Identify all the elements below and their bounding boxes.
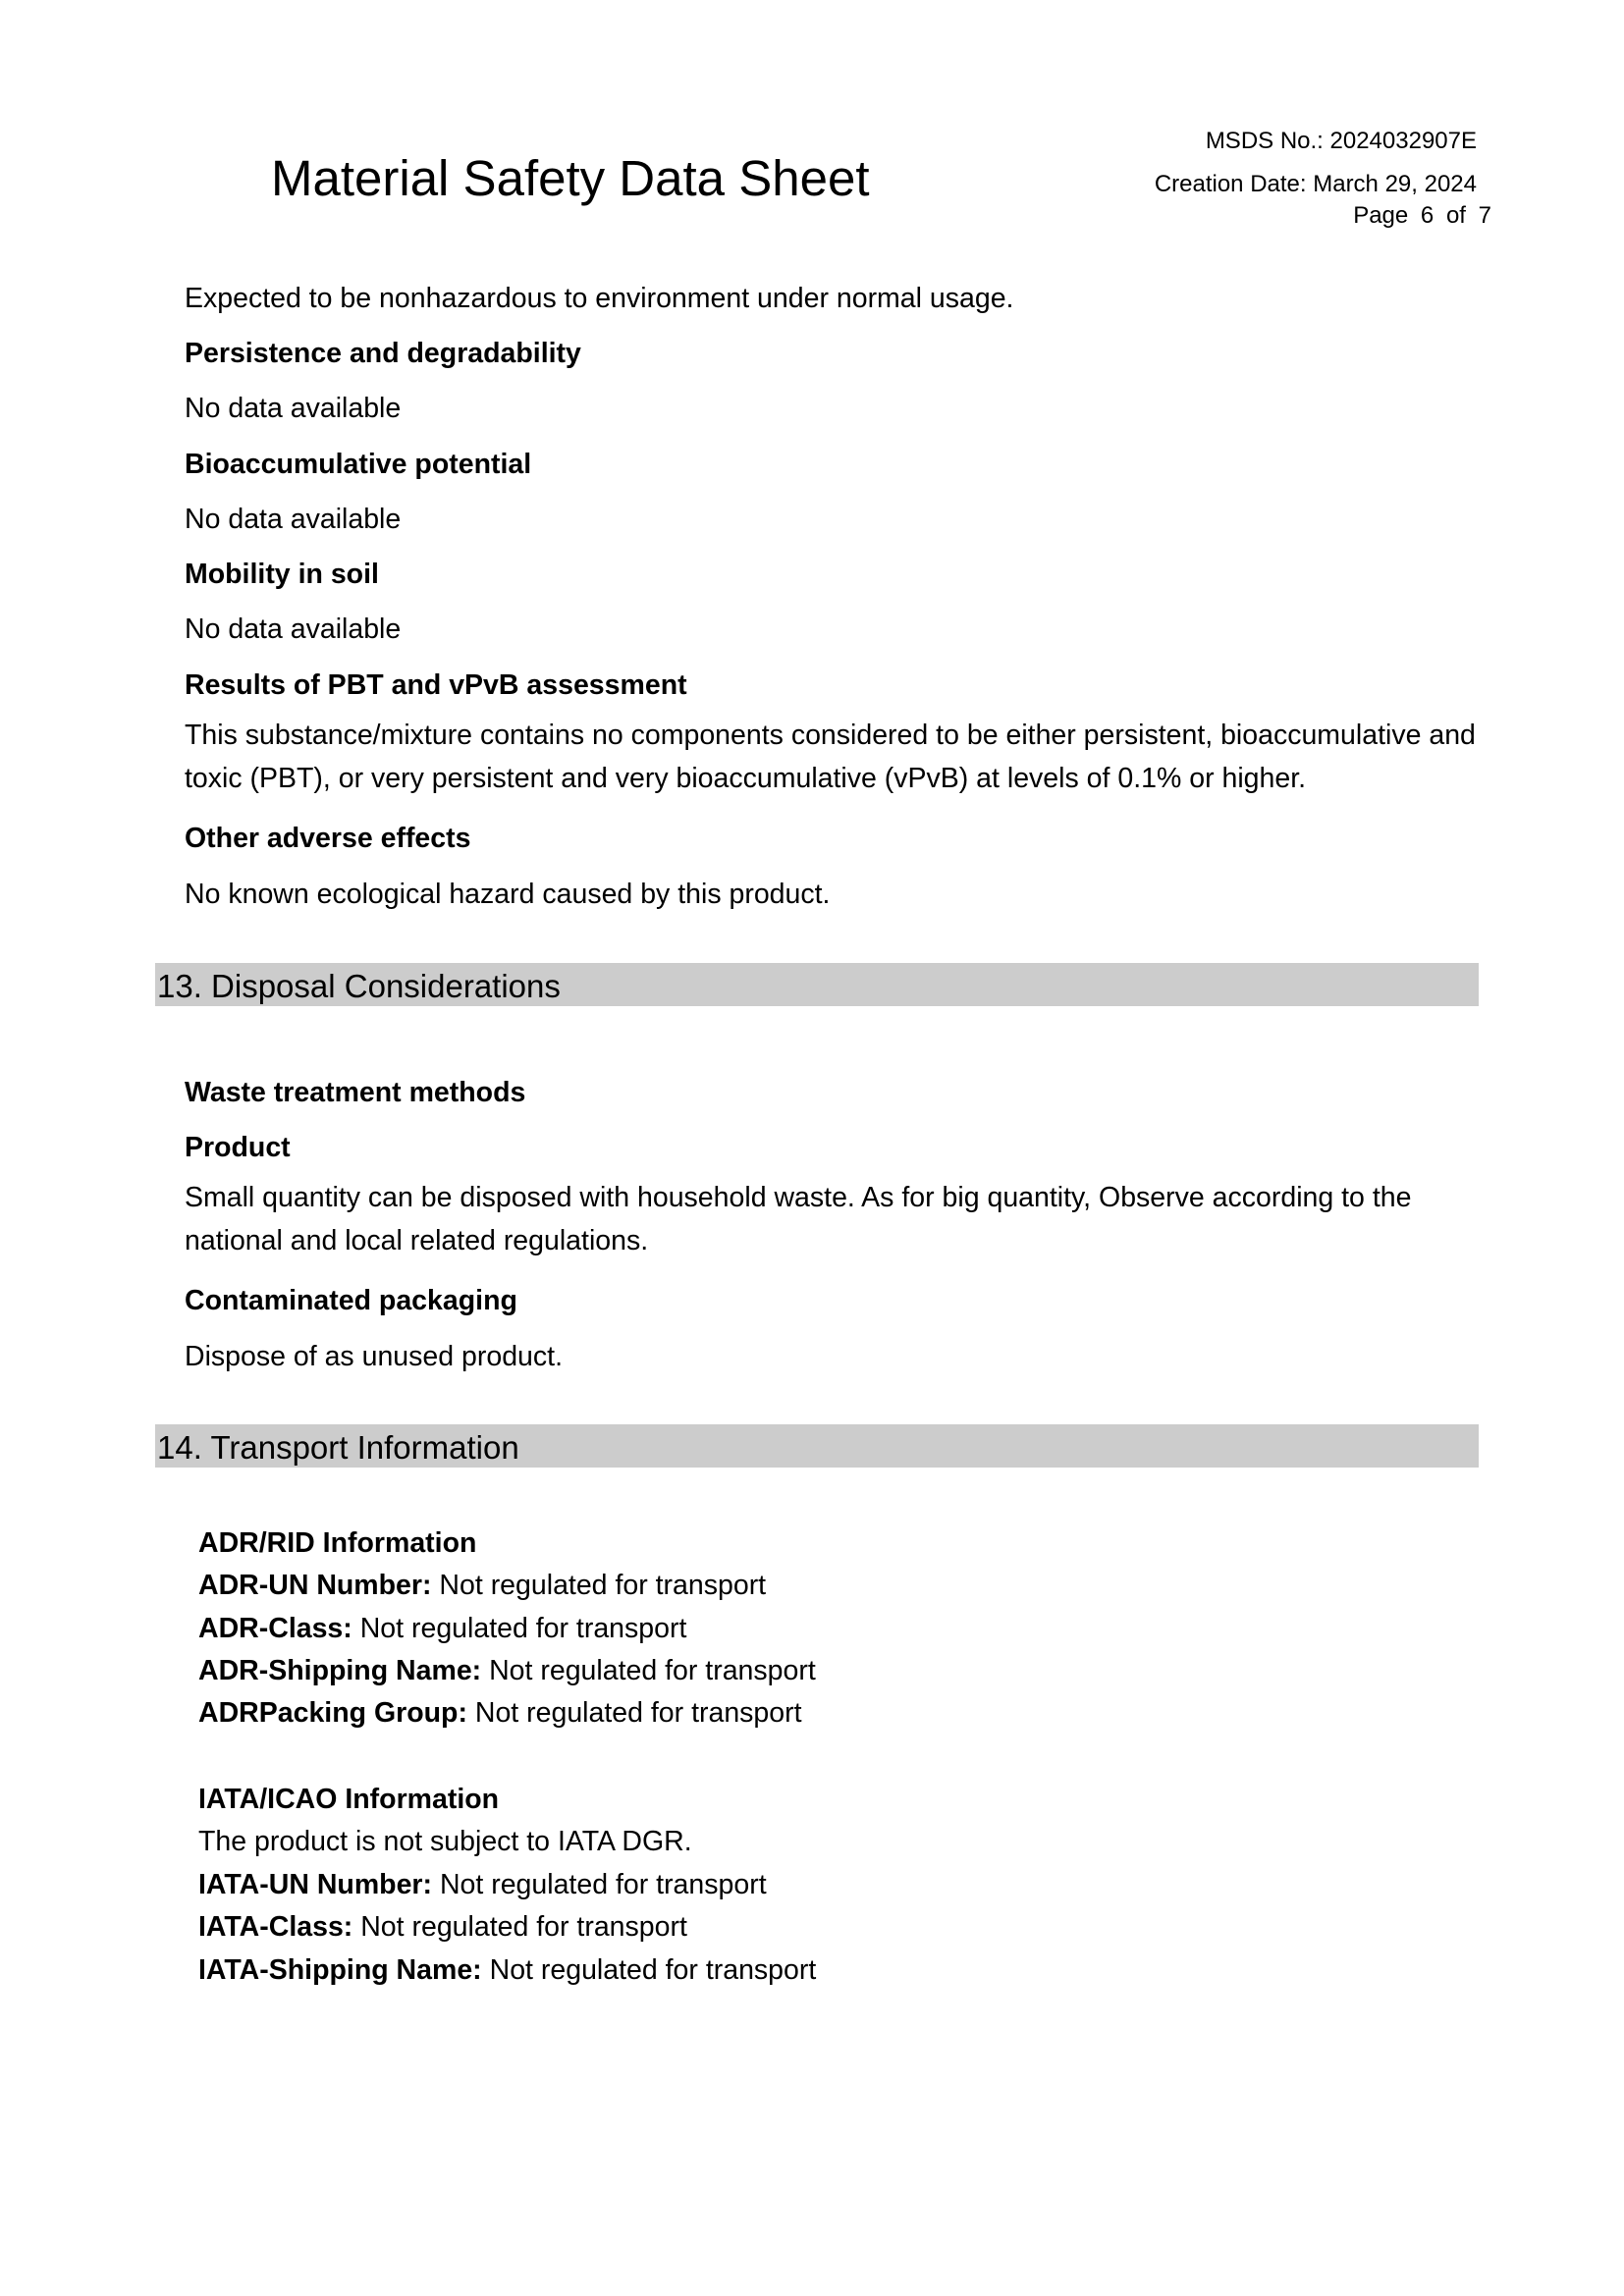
iata-class-label: IATA-Class: — [198, 1911, 353, 1943]
contaminated-packaging-text: Dispose of as unused product. — [185, 1341, 563, 1372]
adr-packing-group-value: Not regulated for transport — [474, 1697, 802, 1729]
section-13-title: 13. Disposal Considerations — [157, 968, 561, 1004]
iata-row — [198, 1956, 816, 1985]
iata-shipping-name-label: IATA-Shipping Name: — [198, 1954, 482, 1986]
iata-note: The product is not subject to IATA DGR. — [198, 1826, 692, 1857]
persistence-text: No data available — [185, 393, 402, 424]
page-indicator — [1350, 202, 1494, 230]
section-14-header — [155, 1424, 1479, 1468]
creation-date: Creation Date: March 29, 2024 — [1154, 171, 1477, 197]
iata-row — [198, 1871, 767, 1899]
adr-shipping-name-label: ADR-Shipping Name: — [198, 1655, 482, 1686]
iata-shipping-name-value: Not regulated for transport — [489, 1954, 817, 1986]
bioaccumulative-text: No data available — [185, 504, 402, 535]
page-current: 6 — [1420, 202, 1435, 229]
adr-class-value: Not regulated for transport — [359, 1613, 687, 1644]
adr-row — [198, 1572, 766, 1600]
iata-row — [198, 1913, 687, 1942]
iata-class-value: Not regulated for transport — [360, 1911, 687, 1943]
page-label: Page — [1353, 202, 1409, 229]
page-total: 7 — [1478, 202, 1491, 229]
pbt-heading: Results of PBT and vPvB assessment — [185, 669, 687, 701]
waste-treatment-heading: Waste treatment methods — [185, 1077, 526, 1108]
section-13-header — [155, 963, 1479, 1006]
adr-packing-group-label: ADRPacking Group: — [198, 1697, 467, 1729]
persistence-heading: Persistence and degradability — [185, 338, 581, 369]
contaminated-packaging-heading: Contaminated packaging — [185, 1285, 517, 1316]
iata-heading: IATA/ICAO Information — [198, 1784, 500, 1815]
adverse-effects-heading: Other adverse effects — [185, 823, 471, 854]
product-heading: Product — [185, 1132, 291, 1163]
pbt-text: This substance/mixture contains no components considered to be either persistent, bioaccumulative and toxic (PBT), or very persistent and very bioaccumulative (vPvB) at levels of 0.1% or higher. — [185, 720, 1476, 794]
product-text: Small quantity can be disposed with household waste. As for big quantity, Observe according to the national and local related regulations. — [185, 1182, 1412, 1256]
adr-class-label: ADR-Class: — [198, 1613, 352, 1644]
mobility-text: No data available — [185, 614, 402, 645]
section-14-title: 14. Transport Information — [157, 1429, 519, 1466]
mobility-heading: Mobility in soil — [185, 559, 379, 590]
adr-row — [198, 1615, 686, 1643]
adr-un-number-value: Not regulated for transport — [439, 1570, 767, 1601]
document-title: Material Safety Data Sheet — [271, 150, 870, 206]
iata-un-number-value: Not regulated for transport — [439, 1869, 767, 1900]
adr-heading: ADR/RID Information — [198, 1527, 477, 1559]
bioaccumulative-heading: Bioaccumulative potential — [185, 449, 532, 480]
adr-un-number-label: ADR-UN Number: — [198, 1570, 432, 1601]
msds-number: MSDS No.: 2024032907E — [1205, 128, 1477, 154]
adr-shipping-name-value: Not regulated for transport — [489, 1655, 816, 1686]
iata-un-number-label: IATA-UN Number: — [198, 1869, 433, 1900]
adr-row — [198, 1699, 802, 1728]
page-of: of — [1445, 202, 1466, 229]
ecology-intro: Expected to be nonhazardous to environment under normal usage. — [185, 283, 1014, 314]
adr-row — [198, 1657, 816, 1685]
adverse-effects-text: No known ecological hazard caused by this product. — [185, 879, 831, 910]
